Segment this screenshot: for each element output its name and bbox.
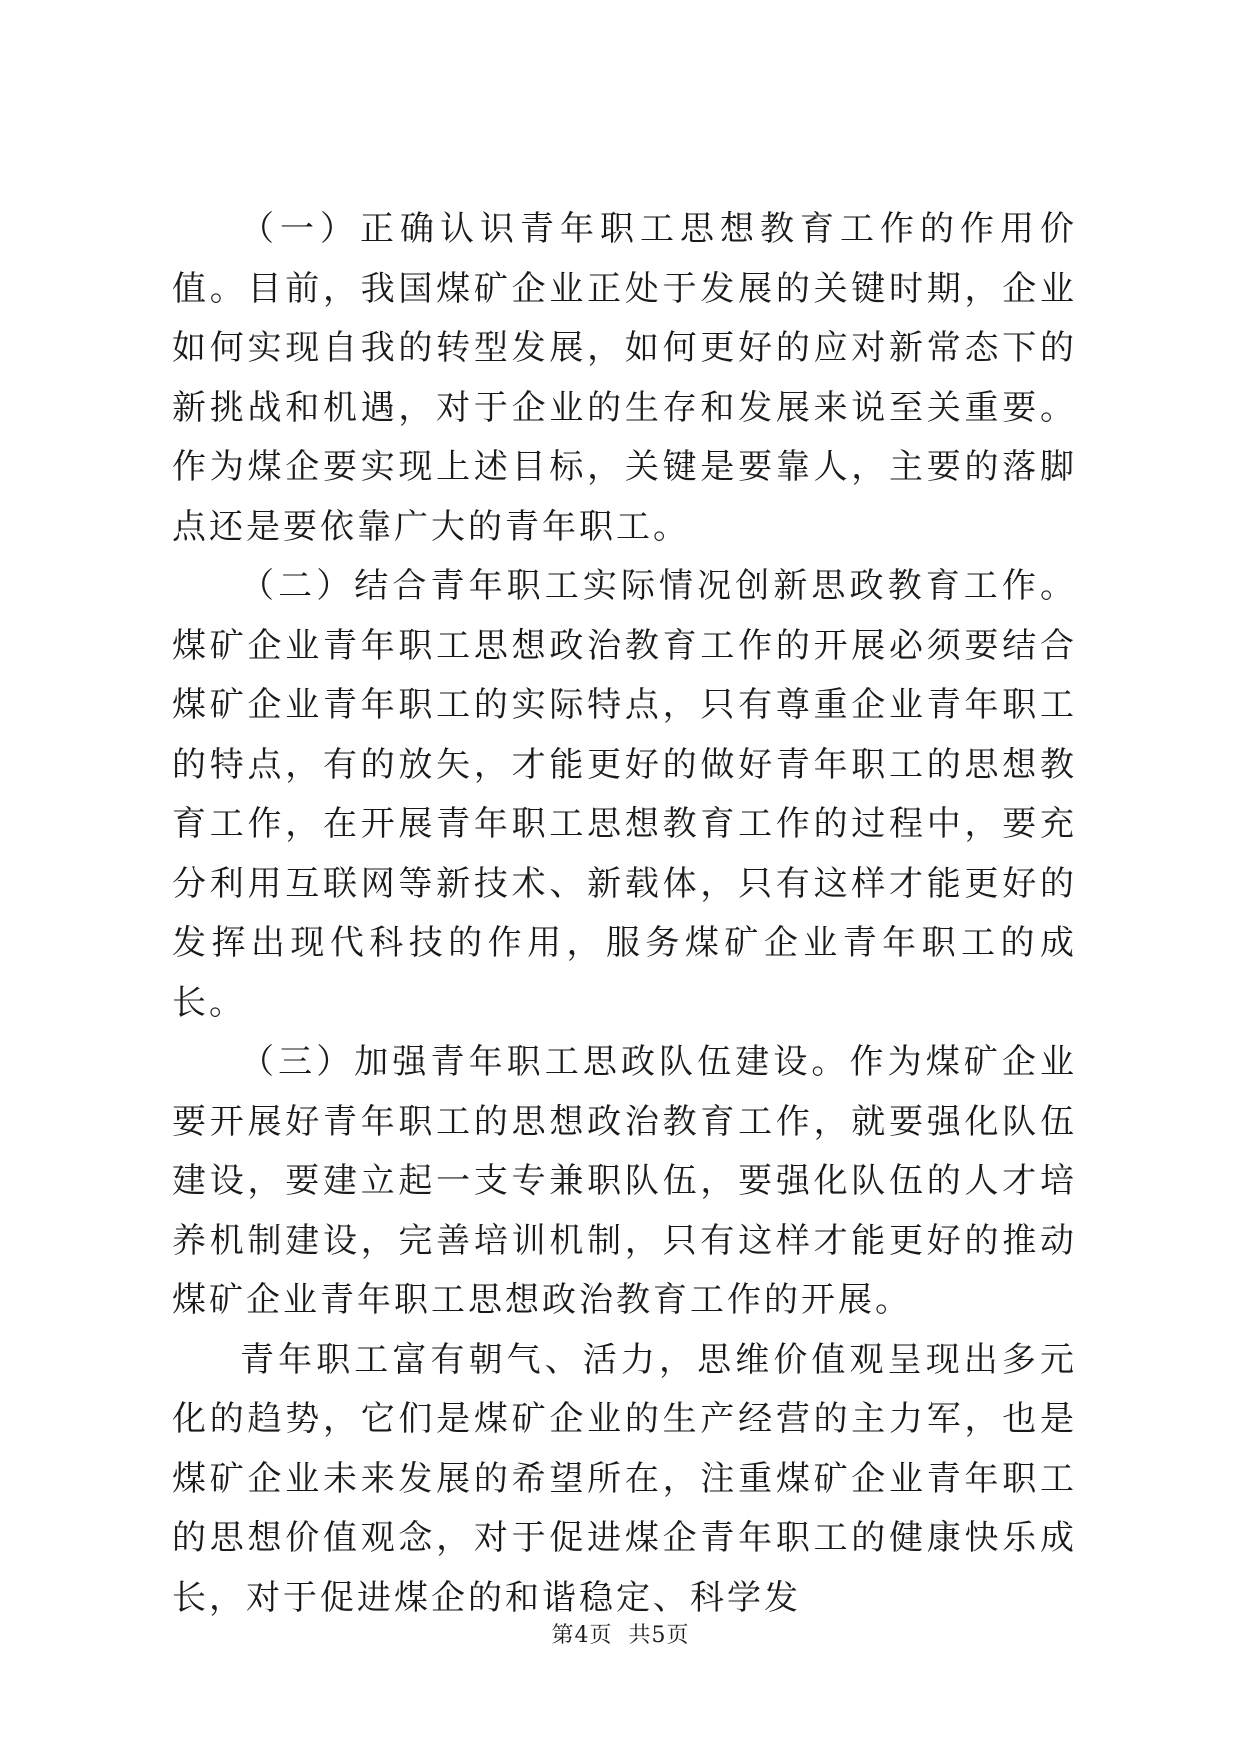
paragraph-3: （三）加强青年职工思政队伍建设。作为煤矿企业要开展好青年职工的思想政治教育工作，就要强化队伍建设，要建立起一支专兼职队伍，要强化队伍的人才培养机制建设，完善培训机制，只有这样才能更好的推动煤矿企业青年职工思想政治教育工作的开展。 xyxy=(172,1042,1077,1320)
paragraph-1: （一）正确认识青年职工思想教育工作的作用价值。目前，我国煤矿企业正处于发展的关键时期，企业如何实现自我的转型发展，如何更好的应对新常态下的新挑战和机遇，对于企业的生存和发展来说至关重要。作为煤企要实现上述目标，关键是要靠人，主要的落脚点还是要依靠广大的青年职工。 xyxy=(172,209,1077,547)
page-number: 第4页 xyxy=(551,1623,613,1648)
page-footer xyxy=(0,1618,1241,1649)
document-body xyxy=(172,200,1077,1628)
paragraph-2: （二）结合青年职工实际情况创新思政教育工作。煤矿企业青年职工思想政治教育工作的开展必须要结合煤矿企业青年职工的实际特点，只有尊重企业青年职工的特点，有的放矢，才能更好的做好青年职工的思想教育工作，在开展青年职工思想教育工作的过程中，要充分利用互联网等新技术、新载体，只有这样才能更好的发挥出现代科技的作用，服务煤矿企业青年职工的成长。 xyxy=(172,566,1077,1023)
paragraph-4: 青年职工富有朝气、活力，思维价值观呈现出多元化的趋势，它们是煤矿企业的生产经营的主力军，也是煤矿企业未来发展的希望所在，注重煤矿企业青年职工的思想价值观念，对于促进煤企青年职工的健康快乐成长，对于促进煤企的和谐稳定、科学发 xyxy=(172,1339,1077,1618)
page-total: 共5页 xyxy=(628,1623,690,1648)
